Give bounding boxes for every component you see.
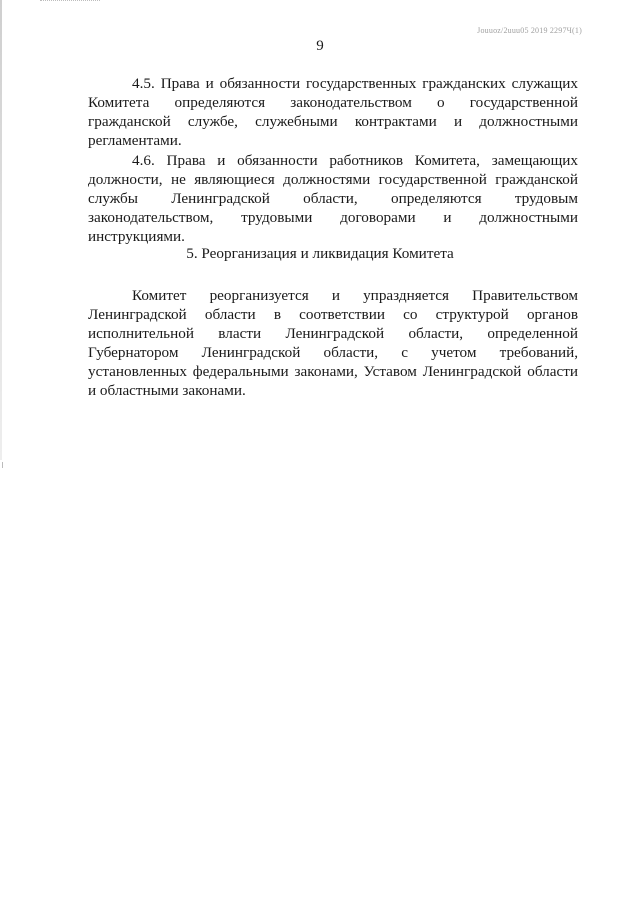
page-number: 9: [316, 38, 324, 54]
paragraph-4-6: 4.6. Права и обязанности работников Комитета, замещающих должности, не являющиеся должностями государственной гражданской службы Ленинградской области, определяются трудовым законодательством, трудовыми договорами и должностными инструкциями.: [88, 152, 578, 245]
scan-edge-shadow: [0, 0, 2, 460]
paragraph-5: Комитет реорганизуется и упраздняется Правительством Ленинградской области в соответствии со структурой органов исполнительной власти Ленинградской области, определенной Губернатором Ленинградской области, с учетом требований, установленных федеральными законами, Уставом Ленинградской области и областными законами.: [88, 287, 578, 399]
document-id: Jouuoz/2uuu05 2019 2297Ч(1): [477, 26, 582, 35]
scan-speck: [2, 462, 3, 468]
paragraph-4-5: 4.5. Права и обязанности государственных гражданских служащих Комитета определяются законодательством о государственной гражданской службе, служебными контрактами и должностными регламентами.: [88, 75, 578, 149]
section-heading: 5. Реорганизация и ликвидация Комитета: [186, 245, 454, 262]
scan-top-mark: [40, 0, 100, 4]
